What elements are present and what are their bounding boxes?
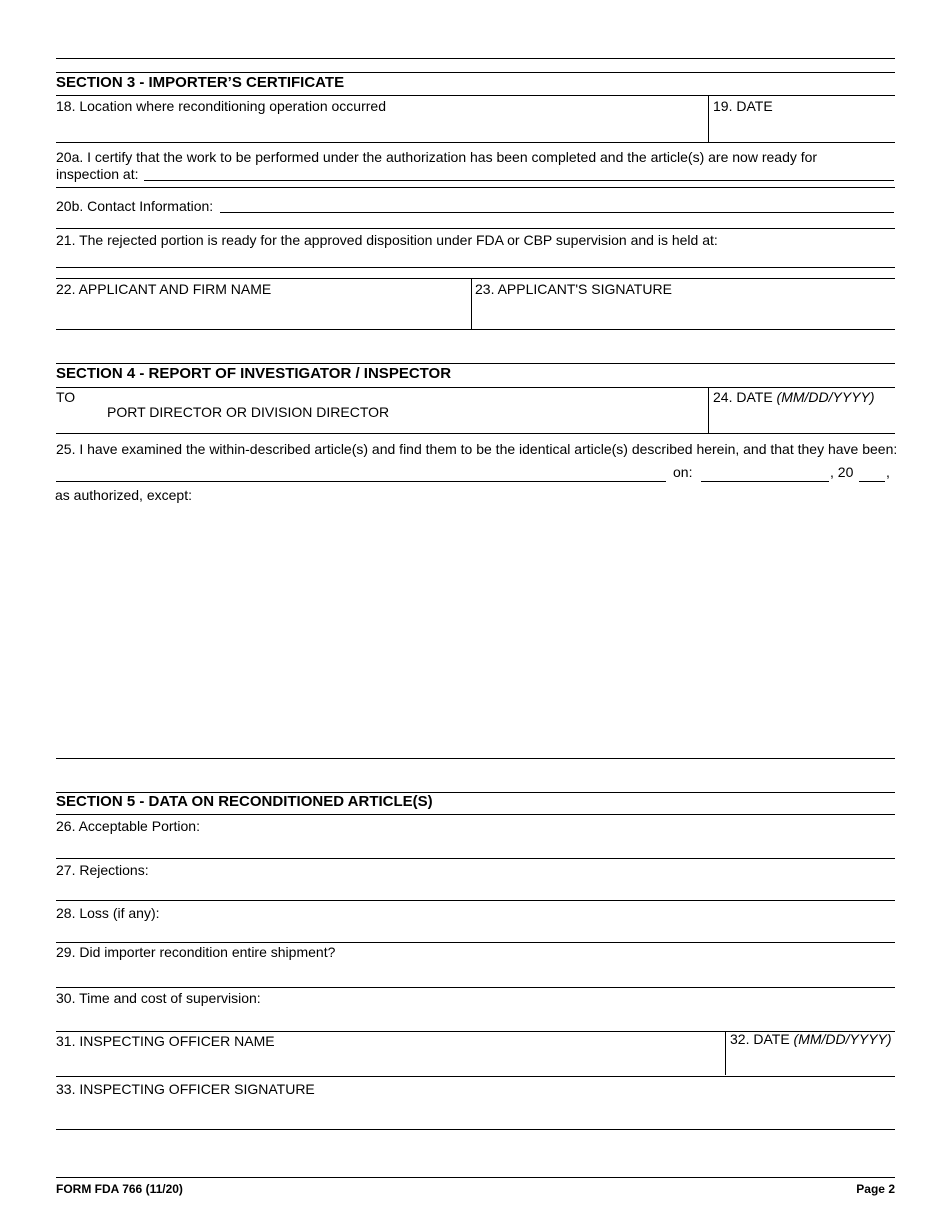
footer-form-id: FORM FDA 766 (11/20) xyxy=(56,1182,183,1196)
q26-bottom-rule xyxy=(56,858,895,859)
q33-label: 33. INSPECTING OFFICER SIGNATURE xyxy=(56,1081,315,1097)
q27-bottom-rule xyxy=(56,900,895,901)
q25-exceptions-textarea[interactable] xyxy=(56,505,894,757)
q26-label: 26. Acceptable Portion: xyxy=(56,818,200,834)
q25-on-label: on: xyxy=(673,464,693,480)
q29-label: 29. Did importer recondition entire shipment? xyxy=(56,944,336,960)
q31-officer-name-field[interactable] xyxy=(56,1050,723,1075)
section4-bottom-rule xyxy=(56,758,895,759)
to-bottom-rule xyxy=(56,433,895,434)
q21-bottom-rule xyxy=(56,267,895,268)
q24-date-field[interactable] xyxy=(713,407,893,432)
section3-heading: SECTION 3 - IMPORTER’S CERTIFICATE xyxy=(56,74,345,91)
top-rule xyxy=(56,58,895,59)
q29-entire-shipment-field[interactable] xyxy=(56,961,894,986)
q22-applicant-firm-field[interactable] xyxy=(56,298,469,328)
q20a-inspection-location-field[interactable] xyxy=(144,162,894,181)
q21-held-at-field[interactable] xyxy=(56,249,894,267)
q28-loss-field[interactable] xyxy=(56,922,894,941)
q20a-bottom-rule xyxy=(56,187,895,188)
q23-label: 23. APPLICANT'S SIGNATURE xyxy=(475,281,672,297)
q21-label: 21. The rejected portion is ready for the approved disposition under FDA or CBP supervision and is held at: xyxy=(56,232,718,248)
section3-heading-rule xyxy=(56,95,895,96)
q25-year-field[interactable] xyxy=(859,463,885,482)
q19-date-field[interactable] xyxy=(713,115,893,141)
q19-label: 19. DATE xyxy=(713,98,773,114)
section5-heading-rule xyxy=(56,814,895,815)
q32-date-format: (MM/DD/YYYY) xyxy=(793,1031,892,1047)
q24-label: 24. DATE (MM/DD/YYYY) xyxy=(713,389,875,405)
q25-year-prefix: , 20 xyxy=(830,464,854,480)
footer-rule xyxy=(56,1177,895,1178)
q27-rejections-field[interactable] xyxy=(56,879,894,899)
section4-top-rule xyxy=(56,363,895,364)
q31-label: 31. INSPECTING OFFICER NAME xyxy=(56,1033,275,1049)
q28-label: 28. Loss (if any): xyxy=(56,905,160,921)
section4-heading-rule xyxy=(56,387,895,388)
q33-officer-signature-field[interactable] xyxy=(56,1098,894,1129)
q22-bottom-rule xyxy=(56,329,895,330)
q29-bottom-rule xyxy=(56,987,895,988)
q32-date-field[interactable] xyxy=(730,1050,893,1075)
q32-label: 32. DATE (MM/DD/YYYY) xyxy=(730,1031,892,1047)
q33-bottom-rule xyxy=(56,1129,895,1130)
q23-signature-field[interactable] xyxy=(475,298,893,328)
section4-heading: SECTION 4 - REPORT OF INVESTIGATOR / INSPECTOR xyxy=(56,365,452,382)
q18-bottom-rule xyxy=(56,142,895,143)
q20b-contact-field[interactable] xyxy=(220,194,894,213)
footer-page-number: Page 2 xyxy=(856,1182,895,1196)
q20a-label-line1: 20a. I certify that the work to be performed under the authorization has been completed and the article(s) are now ready for xyxy=(56,149,818,165)
q25-except-label: as authorized, except: xyxy=(55,487,192,503)
to-q24-divider xyxy=(708,387,709,433)
q26-acceptable-portion-field[interactable] xyxy=(56,835,894,857)
q25-date-field[interactable] xyxy=(701,463,829,482)
q18-q19-divider xyxy=(708,95,709,142)
q18-label: 18. Location where reconditioning operation occurred xyxy=(56,98,386,114)
q30-label: 30. Time and cost of supervision: xyxy=(56,990,261,1006)
q25-label: 25. I have examined the within-described article(s) and find them to be the identical article(s) described herein, and that they have been: xyxy=(56,441,898,457)
q22-q23-divider xyxy=(471,278,472,329)
q24-date-format: (MM/DD/YYYY) xyxy=(776,389,875,405)
section3-top-rule xyxy=(56,72,895,73)
q22-top-rule xyxy=(56,278,895,279)
q22-label: 22. APPLICANT AND FIRM NAME xyxy=(56,281,272,297)
q25-year-suffix: , xyxy=(886,464,890,480)
q28-bottom-rule xyxy=(56,942,895,943)
q30-time-cost-field[interactable] xyxy=(56,1007,894,1030)
to-value: PORT DIRECTOR OR DIVISION DIRECTOR xyxy=(107,404,390,420)
q25-disposition-field[interactable] xyxy=(56,463,666,482)
section5-heading: SECTION 5 - DATA ON RECONDITIONED ARTICLE(S) xyxy=(56,793,433,810)
q20b-label: 20b. Contact Information: xyxy=(56,198,214,214)
to-label: TO xyxy=(56,389,76,405)
q18-location-field[interactable] xyxy=(56,115,706,141)
q27-label: 27. Rejections: xyxy=(56,862,149,878)
q20a-label-line2: inspection at: xyxy=(56,166,139,182)
q20b-bottom-rule xyxy=(56,228,895,229)
q31-q32-divider xyxy=(725,1031,726,1075)
q31-bottom-rule xyxy=(56,1076,895,1077)
